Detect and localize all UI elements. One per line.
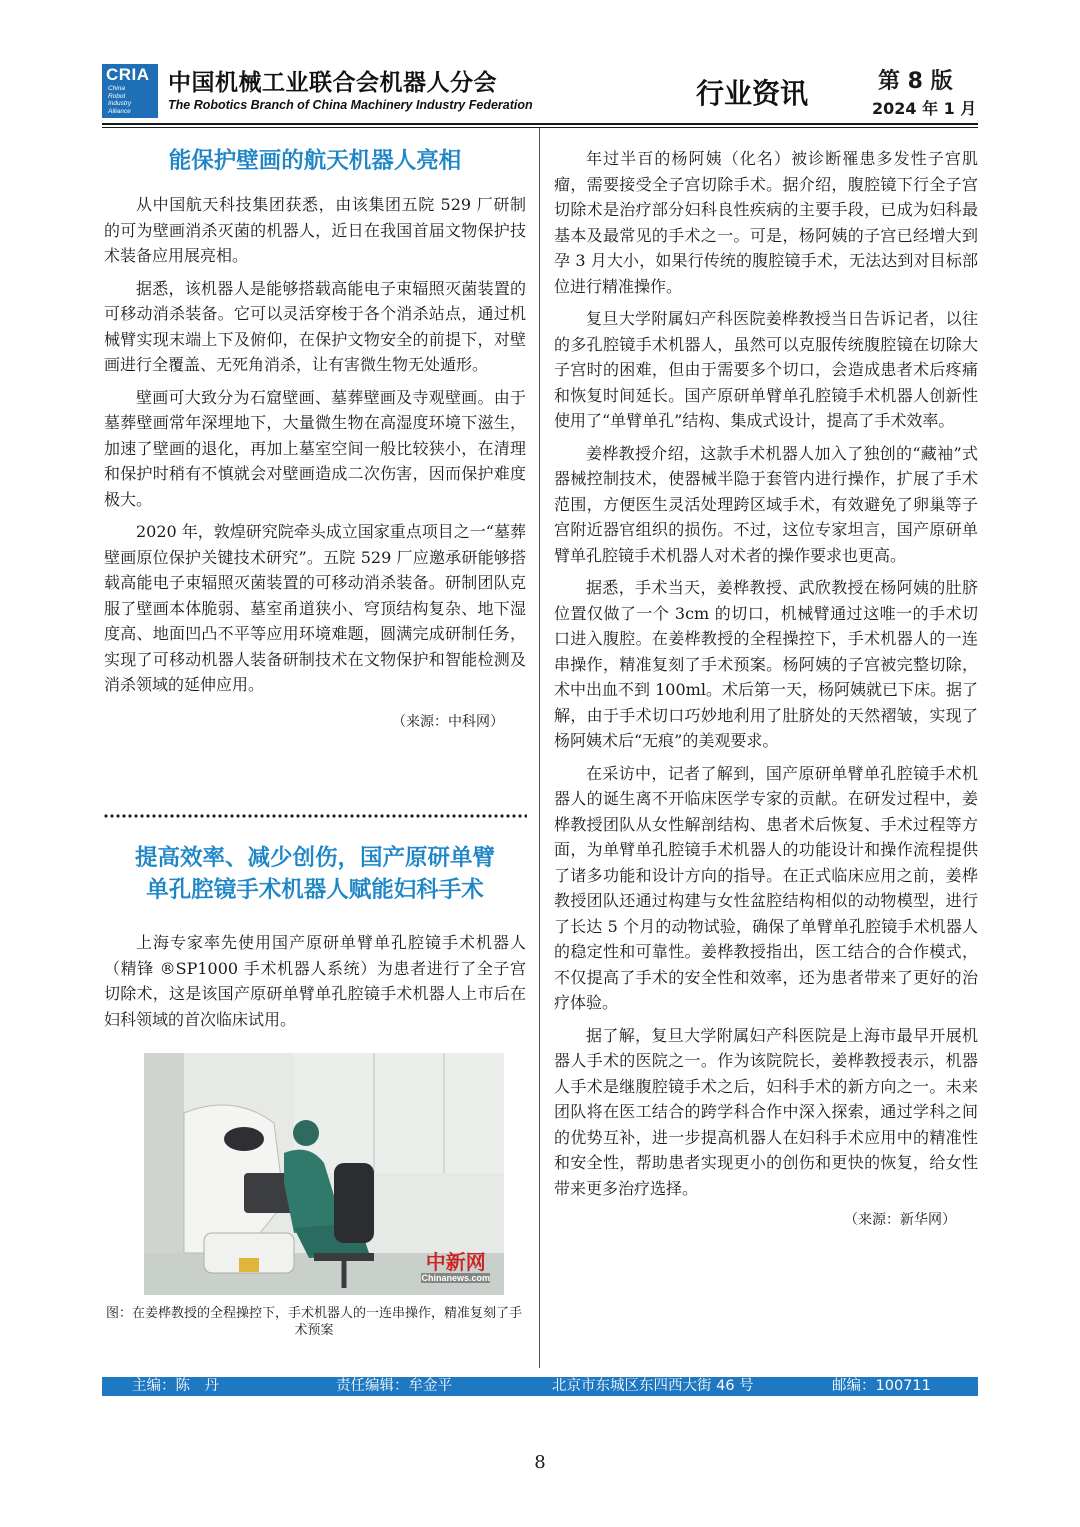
page-number: 8 — [534, 1452, 546, 1473]
article-surgical-robot-body — [554, 146, 978, 1234]
footer-bar — [102, 1377, 978, 1396]
dotted-separator — [103, 814, 527, 818]
article-surgical-robot-intro — [104, 842, 526, 1039]
postcode: 邮编：100711 — [832, 1378, 931, 1394]
article-murals-robot — [104, 144, 526, 735]
paragraph: 壁画可大致分为石窟壁画、墓葬壁画及寺观壁画。由于墓葬壁画常年深埋地下，大量微生物在高湿度环境下滋生，加速了壁画的退化，再加上墓室空间一般比较狭小，在清理和保护时稍有不慎就会对壁画造成二次伤害，因而保护难度极大。 — [104, 387, 526, 509]
paragraph: 据悉，手术当天，姜桦教授、武欣教授在杨阿姨的肚脐位置仅做了一个 3cm 的切口，机械臂通过这唯一的手术切口进入腹腔。在姜桦教授的全程操控下，手术机器人的一连串操作，精准复刻了手术预案。杨阿姨的子宫被完整切除，术中出血不到 100ml。术后第一天，杨阿姨就已下床。据了解，由于手术切口巧妙地利用了肚脐处的天然褶皱，实现了杨阿姨术后“无痕”的美观要求。 — [554, 578, 978, 750]
article-title-line2: 单孔腔镜手术机器人赋能妇科手术 — [146, 877, 484, 903]
paragraph: 在采访中，记者了解到，国产原研单臂单孔腔镜手术机器人的诞生离不开临床医学专家的贡献。在研发过程中，姜桦教授团队从女性解剖结构、患者术后恢复、手术过程等方面，为单臂单孔腔镜手术机器人的功能设计和操作流程提供了诸多功能和设计方向的指导。在正式临床应用之前，姜桦教授团队还通过构建与女性盆腔结构相似的动物模型，进行了长达 5 个月的动物试验，确保了单臂单孔腔镜手术机器人的稳定性和可靠性。姜桦教授指出，医工结合的合作模式，不仅提高了手术的安全性和效率，还为患者带来了更好的治疗体验。 — [554, 763, 978, 1012]
paragraph: 姜桦教授介绍，这款手术机器人加入了独创的“藏袖”式器械控制技术，使器械半隐于套管内进行操作，扩展了手术范围，方便医生灵活处理跨区域手术，有效避免了卵巢等子宫附近器官组织的损伤。不过，这位专家坦言，国产原研单臂单孔腔镜手术机器人对术者的操作要求也更高。 — [554, 443, 978, 565]
paragraph: 据了解，复旦大学附属妇产科医院是上海市最早开展机器人手术的医院之一。作为该院院长，姜桦教授表示，机器人手术是继腹腔镜手术之后，妇科手术的新方向之一。未来团队将在医工结合的跨学科合作中深入探索，通过学科之间的优势互补，进一步提高机器人在妇科手术应用中的精准性和安全性，帮助患者实现更小的创伤和更快的恢复，给女性带来更多治疗选择。 — [554, 1025, 978, 1198]
organization-name-en: The Robotics Branch of China Machinery Industry Federation — [168, 98, 533, 112]
logo-text: CRIA — [106, 65, 150, 84]
surgical-robot-photo — [144, 1053, 504, 1295]
address: 北京市东城区东四西大街 46 号 — [552, 1378, 754, 1394]
article-title-line1: 提高效率、减少创伤，国产原研单臂 — [134, 845, 495, 871]
chief-editor: 主编：陈 丹 — [132, 1378, 219, 1394]
edition-number: 第 8 版 — [878, 69, 953, 94]
paragraph: 据悉，该机器人是能够搭载高能电子束辐照灭菌装置的可移动消杀装备。它可以灵活穿梭于各个消杀站点，通过机械臂实现末端上下及俯仰，在保护文物安全的前提下，对壁画进行全覆盖、无死角消杀，让有害微生物无处遁形。 — [104, 278, 526, 374]
issue-date: 2024 年 1 月 — [872, 99, 977, 118]
paragraph: 复旦大学附属妇产科医院姜桦教授当日告诉记者，以往的多孔腔镜手术机器人，虽然可以克服传统腹腔镜在切除大子宫时的困难，但由于需要多个切口，会造成患者术后疼痛和恢复时间延长。国产原研单臂单孔腔镜手术机器人创新性使用了“单臂单孔”结构、集成式设计，提高了手术效率。 — [554, 309, 978, 430]
logo-subtext: China Robot Industry Alliance — [108, 85, 132, 115]
cria-logo — [102, 64, 158, 118]
paragraph: 年过半百的杨阿姨（化名）被诊断罹患多发性子宫肌瘤，需要接受全子宫切除手术。据介绍，腹腔镜下行全子宫切除术是治疗部分妇科良性疾病的主要手段，已成为妇科最基本及最常见的手术之一。可是，杨阿姨的子宫已经增大到孕 3 月大小，如果行传统的腹腔镜手术，无法达到对目标部位进行精准操作。 — [554, 149, 978, 296]
photo-watermark: 中新网 Chinanews.com — [421, 1250, 490, 1283]
article-title: 能保护壁画的航天机器人亮相 — [168, 148, 462, 174]
section-title: 行业资讯 — [696, 77, 809, 110]
article-source: （来源：新华网） — [844, 1212, 956, 1228]
organization-name-cn: 中国机械工业联合会机器人分会 — [168, 70, 497, 96]
paragraph: 2020 年，敦煌研究院牵头成立国家重点项目之一“墓葬壁画原位保护关键技术研究”。五院 529 厂应邀承研能够搭载高能电子束辐照灭菌装置的可移动消杀装备。研制团队克服了壁画本体脆弱、墓室甬道狭小、穹顶结构复杂、地下湿度高、地面凹凸不平等应用环境难题，圆满完成研制任务，实现了可移动机器人装备研制技术在文物保护和智能检测及消杀领域的延伸应用。 — [104, 522, 526, 694]
header-divider-thin — [102, 127, 978, 128]
paragraph: 上海专家率先使用国产原研单臂单孔腔镜手术机器人（精锋 ®SP1000 手术机器人系统）为患者进行了全子宫切除术，这是该国产原研单臂单孔腔镜手术机器人上市后在妇科领域的首次临床试用。 — [104, 933, 526, 1029]
masthead — [102, 60, 978, 122]
paragraph: 从中国航天科技集团获悉，由该集团五院 529 厂研制的可为壁画消杀灭菌的机器人，近日在我国首届文物保护技术装备应用展亮相。 — [104, 195, 526, 265]
column-divider — [539, 128, 540, 1368]
article-source: （来源：中科网） — [392, 713, 504, 730]
duty-editor: 责任编辑：牟金平 — [336, 1378, 452, 1394]
header-divider — [102, 123, 978, 125]
photo-caption: 图：在姜桦教授的全程操控下，手术机器人的一连串操作，精准复刻了手术预案 — [105, 1306, 522, 1338]
